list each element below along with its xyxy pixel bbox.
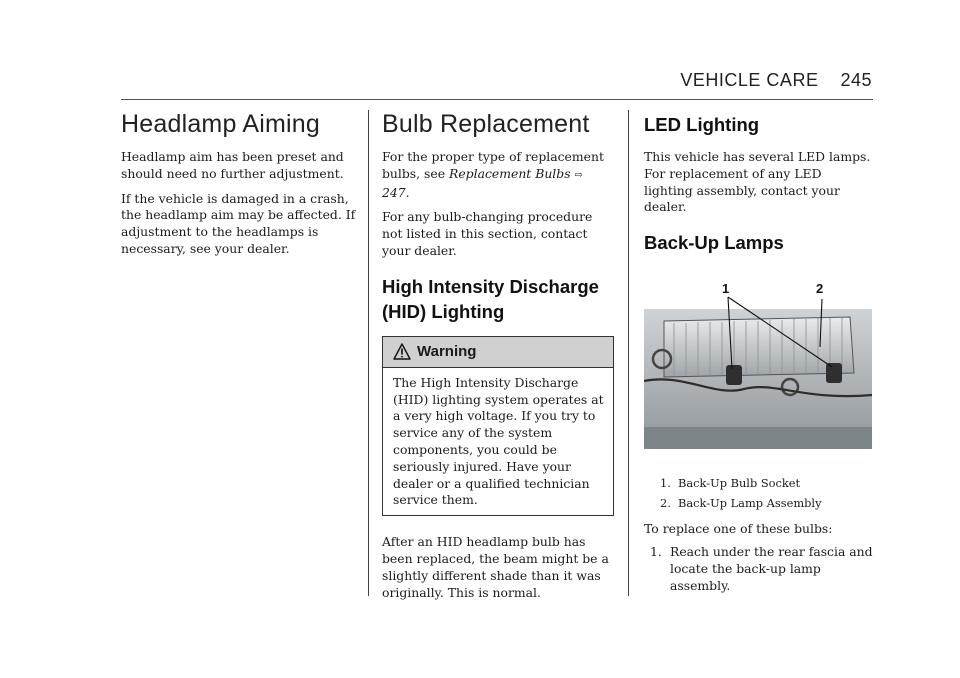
- header-rule: [121, 99, 873, 100]
- lamp-housing: [664, 317, 854, 377]
- column-led-lighting: [644, 108, 874, 594]
- step-text: Reach under the rear fascia and locate the back-up lamp assembly.: [670, 543, 873, 593]
- bulb-replacement-paragraph-1: [382, 149, 614, 201]
- legend-item: [660, 493, 874, 513]
- page-number: 245: [840, 70, 872, 90]
- warning-body: [383, 368, 613, 515]
- figure-legend: [644, 473, 874, 513]
- led-lighting-paragraph: This vehicle has several LED lamps. For replacement of any LED lighting assembly, contact your dealer.: [644, 149, 871, 215]
- headlamp-aiming-paragraph-2: If the vehicle is damaged in a crash, the headlamp aim may be affected. If adjustment to the headlamps is necessary, see your dealer.: [121, 190, 356, 256]
- warning-text: The High Intensity Discharge (HID) lighting system operates at a very high voltage. If you try to service any of the system components, you could be seriously injured. Have your dealer or a qualified technician service them.: [393, 374, 604, 508]
- bulb-socket-1: [726, 365, 742, 385]
- link-page: 247: [382, 184, 406, 200]
- paragraph-text: For the proper type of replacement bulbs, see: [382, 149, 604, 181]
- procedure-steps: [644, 544, 874, 594]
- column-divider-1: [368, 110, 369, 596]
- column-divider-2: [628, 110, 629, 596]
- warning-box: [382, 336, 614, 516]
- bulb-socket-2: [826, 363, 842, 383]
- section-title: VEHICLE CARE: [680, 70, 819, 90]
- column-bulb-replacement: [382, 108, 614, 609]
- warning-title: Warning: [417, 343, 477, 361]
- bulb-replacement-paragraph-2: For any bulb-changing procedure not listed in this section, contact your dealer.: [382, 209, 593, 258]
- link-text: Replacement Bulbs: [449, 165, 571, 181]
- warning-triangle-icon: [393, 343, 411, 360]
- paragraph-end: .: [405, 184, 410, 200]
- hid-lighting-heading: High Intensity Discharge (HID) Lighting: [382, 275, 599, 322]
- callout-1: 1: [722, 281, 730, 297]
- legend-text: Back-Up Bulb Socket: [678, 476, 801, 491]
- led-lighting-heading: LED Lighting: [644, 114, 760, 135]
- legend-num: 1.: [660, 476, 671, 491]
- step-num: 1.: [650, 543, 662, 559]
- back-up-lamps-heading: Back-Up Lamps: [644, 232, 784, 254]
- headlamp-aiming-paragraph-1: Headlamp aim has been preset and should need no further adjustment.: [121, 149, 344, 181]
- legend-item: [660, 473, 874, 493]
- headlamp-aiming-heading: Headlamp Aiming: [121, 110, 320, 138]
- bulb-replacement-paragraph-3: After an HID headlamp bulb has been replaced, the beam might be a slightly different shade than it was originally. This is normal.: [382, 534, 609, 600]
- fascia-lower: [644, 427, 872, 449]
- legend-num: 2.: [660, 496, 671, 511]
- legend-text: Back-Up Lamp Assembly: [678, 496, 822, 511]
- procedure-intro: To replace one of these bulbs:: [644, 521, 833, 537]
- page-ref-arrow-icon: ⇨: [574, 169, 583, 181]
- warning-header: [383, 337, 613, 368]
- back-up-lamp-figure: [644, 277, 872, 457]
- step-item: [650, 544, 874, 594]
- column-headlamp-aiming: [121, 108, 357, 266]
- callout-2: 2: [816, 281, 824, 297]
- bulb-replacement-heading: Bulb Replacement: [382, 110, 590, 138]
- page-header: [680, 70, 872, 91]
